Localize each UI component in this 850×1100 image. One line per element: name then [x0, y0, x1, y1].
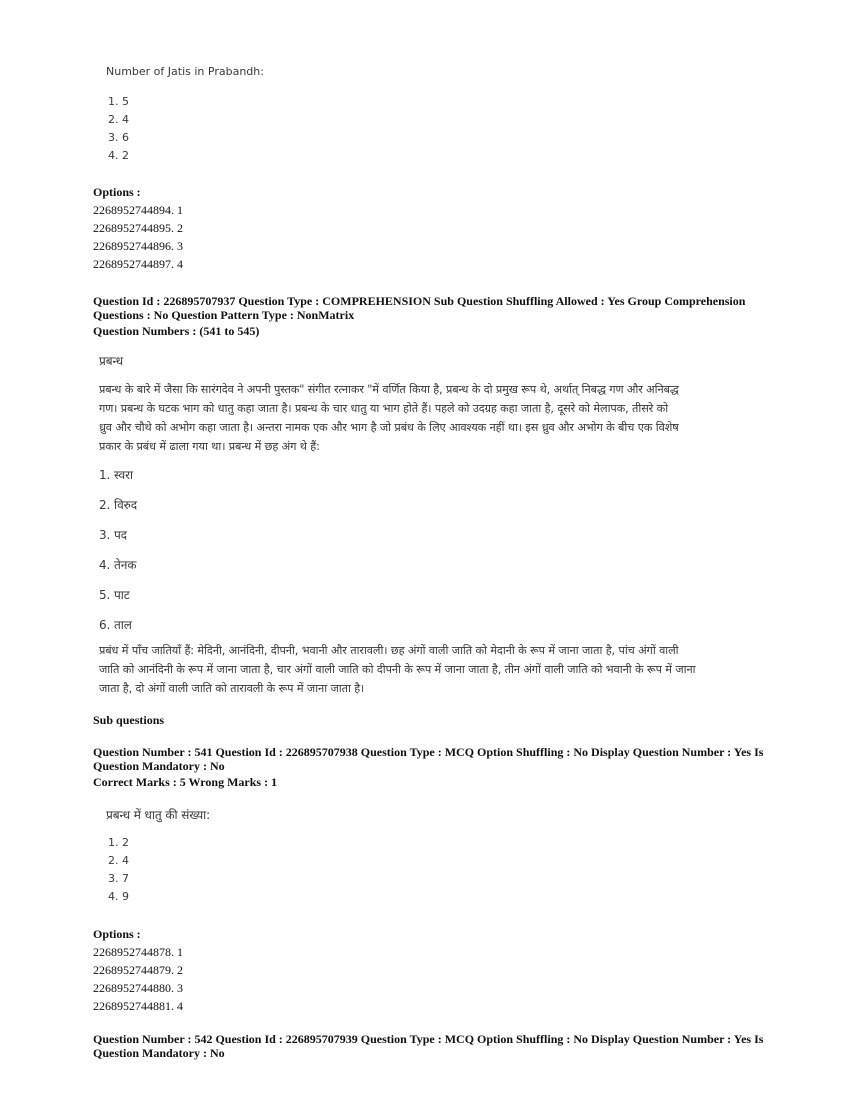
top-option-1: 2268952744894. 1 [93, 203, 183, 217]
q541-option-3: 2268952744880. 3 [93, 981, 183, 995]
passage-line-2: गण। प्रबन्ध के घटक भाग को धातु कहा जाता है। प्रबन्ध के चार धातु या भाग होते हैं। पहले को उदग्रह कहा जाता है, दूसरे को मेलापक, तीसरे को [99, 402, 668, 415]
top-option-3: 2268952744896. 3 [93, 239, 183, 253]
comprehension-header-line3: Question Numbers : (541 to 545) [93, 324, 260, 338]
q541-header-line1: Question Number : 541 Question Id : 226895707938 Question Type : MCQ Option Shuffling : No Display Question Number : Yes Is [93, 745, 764, 759]
q541-options-label: Options : [93, 927, 141, 941]
q541-option-1: 2268952744878. 1 [93, 945, 183, 959]
anga-item-6: 6. ताल [99, 618, 132, 632]
passage-closing-line-3: जाता है, दो अंगों वाली जाति को तारावली के रूप में जाना जाता है। [99, 682, 365, 695]
anga-item-2: 2. विरुद [99, 498, 137, 512]
anga-item-5: 5. पाट [99, 588, 130, 602]
q541-prompt: प्रबन्ध में धातु की संख्या: [106, 808, 211, 822]
top-choice-4: 4. 2 [108, 149, 129, 162]
anga-item-1: 1. स्वरा [99, 468, 134, 482]
q541-marks: Correct Marks : 5 Wrong Marks : 1 [93, 775, 278, 789]
top-option-4: 2268952744897. 4 [93, 257, 183, 271]
top-question-prompt: Number of Jatis in Prabandh: [106, 65, 264, 78]
q541-choice-1: 1. 2 [108, 836, 129, 849]
q541-option-4: 2268952744881. 4 [93, 999, 183, 1013]
passage-title: प्रबन्ध [99, 354, 123, 368]
passage-line-1: प्रबन्ध के बारे में जैसा कि सारंगदेव ने अपनी पुस्तक" संगीत रत्नाकर "में वर्णित किया है, प्रबन्ध के दो प्रमुख रूप थे, अर्थात् निबद्ध गण और अनिबद्ध [99, 383, 679, 396]
q541-header-line2: Question Mandatory : No [93, 759, 225, 773]
anga-item-4: 4. तेनक [99, 558, 137, 572]
top-options-label: Options : [93, 185, 141, 199]
comprehension-header-line1: Question Id : 226895707937 Question Type : COMPREHENSION Sub Question Shuffling Allowed : Yes Group Comprehension [93, 294, 746, 308]
anga-item-3: 3. पद [99, 528, 127, 542]
top-choice-3: 3. 6 [108, 131, 129, 144]
passage-closing-line-2: जाति को आनंदिनी के रूप में जाना जाता है, चार अंगों वाली जाति को दीपनी के रूप में जाना जाता है, तीन अंगों वाली जाति को भवानी के रूप में जाना [99, 663, 696, 676]
q541-choice-4: 4. 9 [108, 890, 129, 903]
q542-header-line2: Question Mandatory : No [93, 1046, 225, 1060]
passage-line-3: ध्रुव और चौथे को अभोग कहा जाता है। अन्तरा नामक एक और भाग है जो प्रबंध के लिए आवश्यक नहीं था। इस ध्रुव और अभोग के बीच एक विशेष [99, 421, 679, 434]
passage-line-4: प्रकार के प्रबंध में ढाला गया था। प्रबन्ध में छह अंग थे हैं: [99, 440, 320, 453]
top-option-2: 2268952744895. 2 [93, 221, 183, 235]
top-choice-2: 2. 4 [108, 113, 129, 126]
sub-questions-label: Sub questions [93, 713, 165, 727]
q541-option-2: 2268952744879. 2 [93, 963, 183, 977]
comprehension-header-line2: Questions : No Question Pattern Type : NonMatrix [93, 308, 355, 322]
q541-choice-3: 3. 7 [108, 872, 129, 885]
q542-header-line1: Question Number : 542 Question Id : 226895707939 Question Type : MCQ Option Shuffling : No Display Question Number : Yes Is [93, 1032, 764, 1046]
passage-closing-line-1: प्रबंध में पाँच जातियाँ हैं: मेदिनी, आनंदिनी, दीपनी, भवानी और तारावली। छह अंगों वाली जाति को मेदानी के रूप में जाना जाता है, पांच अंगों वाली [99, 644, 679, 657]
top-choice-1: 1. 5 [108, 95, 129, 108]
q541-choice-2: 2. 4 [108, 854, 129, 867]
